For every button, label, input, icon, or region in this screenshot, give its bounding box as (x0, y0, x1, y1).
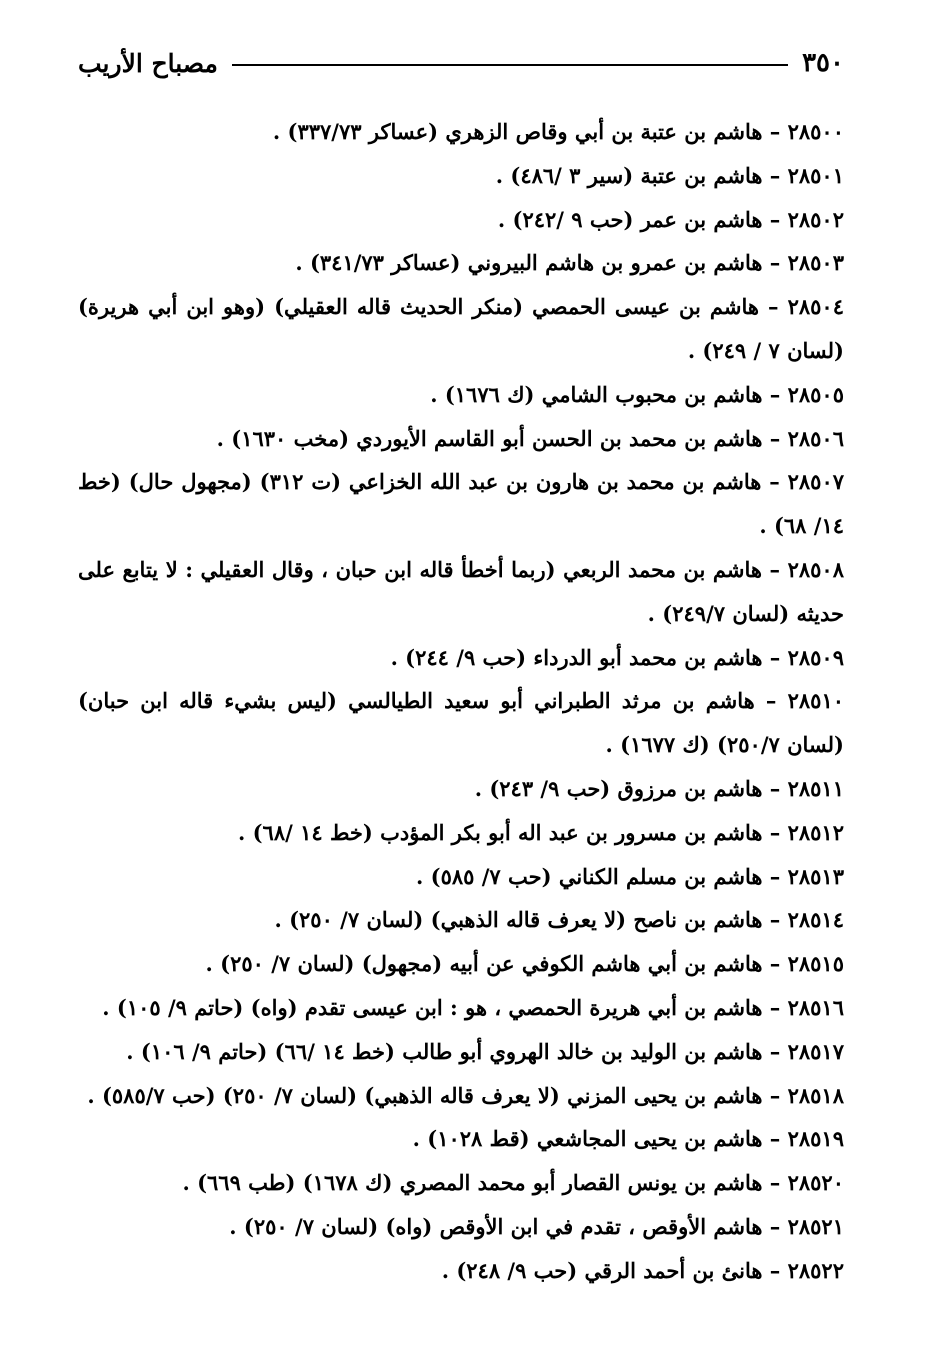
list-item: ٢٨٥١٩ – هاشم بن يحيى المجاشعي (قط ١٠٢٨) . (412, 1126, 844, 1152)
entry-text: هاشم بن الوليد بن خالد الهروي أبو طالب (خط ١٤ /٦٦) (حاتم ٩/ ١٠٦) . (126, 1038, 763, 1064)
entry-text: هانئ بن أحمد الرقي (حب ٩/ ٢٤٨) . (441, 1257, 763, 1283)
entry-text: هاشم بن مرزوق (حب ٩/ ٢٤٣) . (474, 775, 763, 801)
entry-number: ٢٨٥٠٤ (787, 294, 844, 320)
header-rule (232, 64, 788, 66)
list-item: ٢٨٥٠٥ – هاشم بن محبوب الشامي (ك ١٦٧٦) . (430, 381, 844, 407)
list-item: ٢٨٥١٤ – هاشم بن ناصح (لا يعرف قاله الذهبي) (لسان ٧/ ٢٥٠) . (274, 907, 844, 933)
list-item: ٢٨٥١٥ – هاشم بن أبي هاشم الكوفي عن أبيه (مجهول) (لسان ٧/ ٢٥٠) . (205, 951, 844, 977)
entry-text: هاشم بن عتبة بن أبي وقاص الزهري (عساكر ٣٣٧/٧٣) . (272, 119, 763, 144)
entry-text: هاشم بن يحيى المجاشعي (قط ١٠٢٨) . (412, 1126, 763, 1152)
entry-number: ٢٨٥٠١ (787, 162, 844, 188)
entry-number: ٢٨٥٠٣ (787, 250, 844, 276)
entry-text: هاشم بن ناصح (لا يعرف قاله الذهبي) (لسان ٧/ ٢٥٠) . (274, 907, 763, 933)
entry-text: هاشم بن أبي هريرة الحمصي ، هو : ابن عيسى تقدم (واه) (حاتم ٩/ ١٠٥) . (102, 994, 763, 1020)
list-item: ٢٨٥٠٤ – هاشم بن عيسى الحمصي (منكر الحديث قاله العقيلي) (وهو ابن أبي هريرة) (لسان ٧ / ٢٤٩) . (78, 294, 844, 363)
entry-number: ٢٨٥١٥ (787, 951, 844, 977)
entry-text: هاشم بن محمد بن الحسن أبو القاسم الأيوردي (مخب ١٦٣٠) . (216, 425, 763, 451)
entry-number: ٢٨٥٢٢ (787, 1257, 844, 1283)
list-item: ٢٨٥١٨ – هاشم بن يحيى المزني (لا يعرف قاله الذهبي) (لسان ٧/ ٢٥٠) (حب ٥٨٥/٧) . (87, 1082, 844, 1108)
list-item: ٢٨٥٢١ – هاشم الأوقص ، تقدم في ابن الأوقص (واه) (لسان ٧/ ٢٥٠) . (229, 1213, 844, 1239)
entry-text: هاشم بن محمد أبو الدرداء (حب ٩/ ٢٤٤) . (390, 644, 763, 670)
entry-number: ٢٨٥١٧ (787, 1038, 844, 1064)
list-item: ٢٨٥١٦ – هاشم بن أبي هريرة الحمصي ، هو : ابن عيسى تقدم (واه) (حاتم ٩/ ١٠٥) . (102, 994, 844, 1020)
entry-text: هاشم بن مرثد الطبراني أبو سعيد الطيالسي (ليس بشيء قاله ابن حبان) (لسان ٢٥٠/٧) (ك ١٦٧٧) . (78, 688, 844, 758)
entry-text: هاشم بن يحيى المزني (لا يعرف قاله الذهبي) (لسان ٧/ ٢٥٠) (حب ٥٨٥/٧) . (87, 1082, 763, 1108)
entry-text: هاشم بن عمرو بن هاشم البيروني (عساكر ٣٤١/٧٣) . (295, 250, 763, 276)
entry-text: هاشم بن عمر (حب ٩ /٢٤٢) . (497, 206, 763, 232)
list-item: ٢٨٥٠٣ – هاشم بن عمرو بن هاشم البيروني (عساكر ٣٤١/٧٣) . (295, 250, 844, 276)
entry-number: ٢٨٥١٤ (787, 907, 844, 933)
entry-text: هاشم بن يونس القصار أبو محمد المصري (ك ١٦٧٨) (طب ٦٦٩) . (182, 1170, 763, 1196)
entry-number: ٢٨٥٠٨ (787, 556, 844, 582)
list-item: ٢٨٥١١ – هاشم بن مرزوق (حب ٩/ ٢٤٣) . (474, 775, 844, 801)
entry-number: ٢٨٥٠٩ (787, 644, 844, 670)
entry-list (78, 110, 844, 1293)
entry-number: ٢٨٥١٩ (787, 1126, 844, 1152)
entry-number: ٢٨٥٢٠ (787, 1170, 844, 1196)
page-number: ٣٥٠ (802, 48, 844, 78)
entry-number: ٢٨٥٠٥ (787, 381, 844, 407)
list-item: ٢٨٥١٢ – هاشم بن مسرور بن عبد اله أبو بكر المؤدب (خط ١٤ /٦٨) . (237, 819, 844, 845)
entry-text: هاشم بن محبوب الشامي (ك ١٦٧٦) . (430, 381, 763, 407)
entry-text: هاشم بن عيسى الحمصي (منكر الحديث قاله العقيلي) (وهو ابن أبي هريرة) (لسان ٧ / ٢٤٩) . (78, 294, 844, 363)
entry-number: ٢٨٥١١ (787, 775, 844, 801)
list-item: ٢٨٥٢٠ – هاشم بن يونس القصار أبو محمد المصري (ك ١٦٧٨) (طب ٦٦٩) . (182, 1170, 844, 1196)
page-header (78, 38, 844, 88)
entry-number: ٢٨٥١٠ (787, 688, 845, 714)
entry-number: ٢٨٥٠٠ (787, 119, 844, 144)
entry-number: ٢٨٥٢١ (787, 1213, 844, 1239)
list-item: ٢٨٥٠٩ – هاشم بن محمد أبو الدرداء (حب ٩/ ٢٤٤) . (390, 644, 844, 670)
list-item: ٢٨٥٠٧ – هاشم بن محمد بن هارون بن عبد الله الخزاعي (ت ٣١٢) (مجهول حال) (خط ١٤/ ٦٨) . (78, 469, 845, 539)
list-item: ٢٨٥١٧ – هاشم بن الوليد بن خالد الهروي أبو طالب (خط ١٤ /٦٦) (حاتم ٩/ ١٠٦) . (126, 1038, 844, 1064)
list-item: ٢٨٥٠٢ – هاشم بن عمر (حب ٩ /٢٤٢) . (497, 206, 844, 232)
entry-text: هاشم بن عتبة (سير ٣ /٤٨٦) . (495, 162, 763, 188)
entry-number: ٢٨٥١٢ (787, 819, 844, 845)
list-item: ٢٨٥٠١ – هاشم بن عتبة (سير ٣ /٤٨٦) . (495, 162, 844, 188)
entry-text: هاشم بن محمد بن هارون بن عبد الله الخزاعي (ت ٣١٢) (مجهول حال) (خط ١٤/ ٦٨) . (78, 469, 844, 539)
entry-number: ٢٨٥٠٢ (787, 206, 844, 232)
list-item: ٢٨٥١٠ – هاشم بن مرثد الطبراني أبو سعيد الطيالسي (ليس بشيء قاله ابن حبان) (لسان ٢٥٠/٧) (ك ١٦٧٧) . (78, 688, 845, 758)
list-item: ٢٨٥٠٦ – هاشم بن محمد بن الحسن أبو القاسم الأيوردي (مخب ١٦٣٠) . (216, 425, 844, 451)
entry-text: هاشم بن أبي هاشم الكوفي عن أبيه (مجهول) (لسان ٧/ ٢٥٠) . (205, 951, 763, 977)
list-item: ٢٨٥٠٨ – هاشم بن محمد الربعي (ربما أخطأ قاله ابن حبان ، وقال العقيلي : لا يتابع على حديثه (لسان ٢٤٩/٧) . (78, 556, 844, 626)
list-item: ٢٨٥٠٠ – هاشم بن عتبة بن أبي وقاص الزهري (عساكر ٣٣٧/٧٣) . (272, 119, 844, 144)
list-item: ٢٨٥١٣ – هاشم بن مسلم الكناني (حب ٧/ ٥٨٥) . (416, 863, 844, 889)
entry-number: ٢٨٥١٦ (787, 994, 844, 1020)
running-title: مصباح الأريب (78, 48, 218, 78)
entry-text: هاشم بن مسلم الكناني (حب ٧/ ٥٨٥) . (416, 863, 763, 889)
entry-number: ٢٨٥٠٦ (787, 425, 844, 451)
entry-text: هاشم الأوقص ، تقدم في ابن الأوقص (واه) (لسان ٧/ ٢٥٠) . (229, 1213, 763, 1239)
entry-text: هاشم بن محمد الربعي (ربما أخطأ قاله ابن حبان ، وقال العقيلي : لا يتابع على حديثه (لسان ٢٤٩/٧) . (78, 556, 844, 626)
entry-text: هاشم بن مسرور بن عبد اله أبو بكر المؤدب (خط ١٤ /٦٨) . (237, 819, 763, 845)
list-item: ٢٨٥٢٢ – هانئ بن أحمد الرقي (حب ٩/ ٢٤٨) . (441, 1257, 844, 1283)
entry-number: ٢٨٥٠٧ (787, 469, 845, 495)
entry-number: ٢٨٥١٨ (787, 1082, 844, 1108)
entry-number: ٢٨٥١٣ (787, 863, 844, 889)
